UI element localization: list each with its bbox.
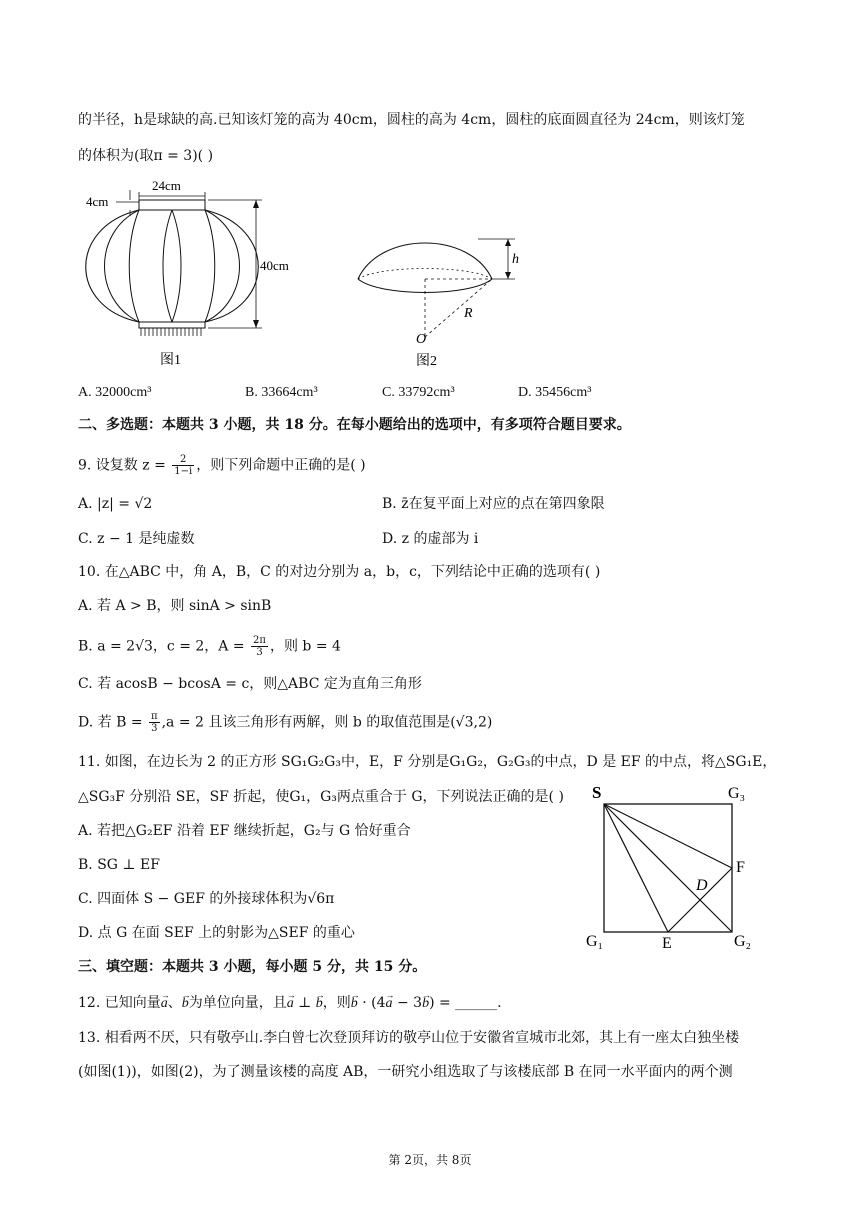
fig2-label-O: O [416,332,427,347]
q8-option-b: B. 33664cm³ [245,385,318,400]
section3-header: 三、填空题：本题共 3 小题，每小题 5 分，共 15 分。 [78,959,427,975]
figure-spherical-cap [350,225,540,375]
fig3-label-G3: G₃ [728,785,746,802]
q9-stem-pre: 9. 设复数 z = [78,457,171,474]
q10-b-frac-num: 2π [253,635,266,646]
q11-line2: △SG₃F 分别沿 SE，SF 折起，使G₁，G₃两点重合于 G，下列说法正确的是( ) [78,789,564,805]
q12-minus: − 3 [392,995,423,1011]
fig3-label-S: S [592,783,602,802]
fig3-label-D: D [696,877,708,894]
fig3-label-F: F [736,859,745,876]
q12-vec-a3: → a [386,994,393,1014]
q10-option-b [78,635,341,658]
figure-lantern [78,172,318,372]
q9-stem-post: ，则下列命题中正确的是( ) [196,457,366,474]
q10-option-a: A. 若 A > B，则 sinA > sinB [78,598,272,614]
q10-option-d [78,711,492,734]
q13-line1: 13. 相看两不厌，只有敬亭山.李白曾七次登顶拜访的敬亭山位于安徽省宣城市北郊，其上有一座太白独坐楼 [78,1030,740,1046]
q12-vec-b2: → b [316,994,323,1014]
q9-option-b: B. z̄在复平面上对应的点在第四象限 [382,496,605,512]
page-footer: 第 2页，共 8页 [388,1153,472,1167]
fig2-label-R: R [464,306,473,321]
q8-continued-line1: 的半径，h是球缺的高.已知该灯笼的高为 40cm，圆柱的高为 4cm，圆柱的底面圆直径为 24cm，则该灯笼 [78,112,745,128]
q10-b-post: ，则 b = 4 [269,638,341,655]
fig1-caption: 图1 [160,353,181,368]
q10-d-pre: D. 若 B = [78,714,147,731]
fig3-label-G1: G₁ [586,933,604,950]
q13-line2: (如图(1))，如图(2)，为了测量该楼的高度 AB，一研究小组选取了与该楼底部 B 在同一水平面内的两个测 [78,1064,733,1080]
figure-square-fold [580,778,760,953]
q10-b-frac-den: 3 [256,647,263,658]
q12-pre: 12. 已知向量 [78,995,161,1011]
fig1-label-40cm: 40cm [260,258,289,273]
fig1-label-4cm: 4cm [86,194,109,209]
q12-vec-a: → a [161,994,168,1014]
q11-option-a: A. 若把△G₂EF 沿着 EF 继续折起，G₂与 G 恰好重合 [78,823,411,839]
q8-continued-line2: 的体积为(取π = 3)( ) [78,148,214,164]
q12-mid1: 、 [167,995,182,1011]
q11-line1: 11. 如图，在边长为 2 的正方形 SG₁G₂G₃中，E，F 分别是G₁G₂，G₂G₃的中点，D 是 EF 的中点，将△SG₁E， [78,754,777,770]
q12 [78,993,502,1014]
q9-stem [78,454,366,477]
q9-frac-den: 1−i [174,466,193,477]
q10-b-fraction [251,635,268,658]
q12-dot: · (4 [357,995,386,1011]
fig2-caption: 图2 [416,354,437,369]
fig3-label-E: E [662,935,672,952]
q11-option-c: C. 四面体 S − GEF 的外接球体积为√6π [78,891,335,907]
q9-fraction [172,454,194,477]
q9-option-c: C. z − 1 是纯虚数 [78,531,195,547]
q12-mid3: ，则 [322,995,351,1011]
q8-option-d: D. 35456cm³ [518,385,592,400]
q11-option-d: D. 点 G 在面 SEF 上的射影为△SEF 的重心 [78,925,355,941]
q12-vec-b: → b [182,994,189,1014]
q10-b-pre: B. a = 2√3，c = 2，A = [78,638,250,655]
q12-mid2: 为单位向量，且 [188,995,287,1011]
q10-d-frac-num: π [151,711,158,722]
section2-header: 二、多选题：本题共 3 小题，共 18 分。在每小题给出的选项中，有多项符合题目要求。 [78,417,631,433]
q12-vec-a2: → a [287,994,294,1014]
q8-option-a: A. 32000cm³ [78,385,152,400]
q12-perp: ⊥ [293,995,316,1011]
q10-d-post: ,a = 2 且该三角形有两解，则 b 的取值范围是(√3,2) [161,714,493,731]
q9-option-d: D. z 的虚部为 i [382,531,479,547]
q10-d-fraction [149,711,160,734]
q9-option-a: A. |z| = √2 [78,496,153,512]
q12-post: ) = ______. [429,995,502,1011]
q12-vec-b4: → b [422,994,429,1014]
fig2-label-h: h [512,252,519,267]
fig1-label-24cm: 24cm [152,178,181,193]
q11-option-b: B. SG ⊥ EF [78,857,160,873]
q10-d-frac-den: 3 [151,723,158,734]
q10-option-c: C. 若 acosB − bcosA = c，则△ABC 定为直角三角形 [78,676,422,692]
q10-stem: 10. 在△ABC 中，角 A，B，C 的对边分别为 a，b，c，下列结论中正确的选项有( ) [78,564,601,580]
fig3-label-G2: G₂ [734,933,752,950]
q8-option-c: C. 33792cm³ [382,385,455,400]
q12-vec-b3: → b [351,994,358,1014]
q9-frac-num: 2 [172,454,194,466]
